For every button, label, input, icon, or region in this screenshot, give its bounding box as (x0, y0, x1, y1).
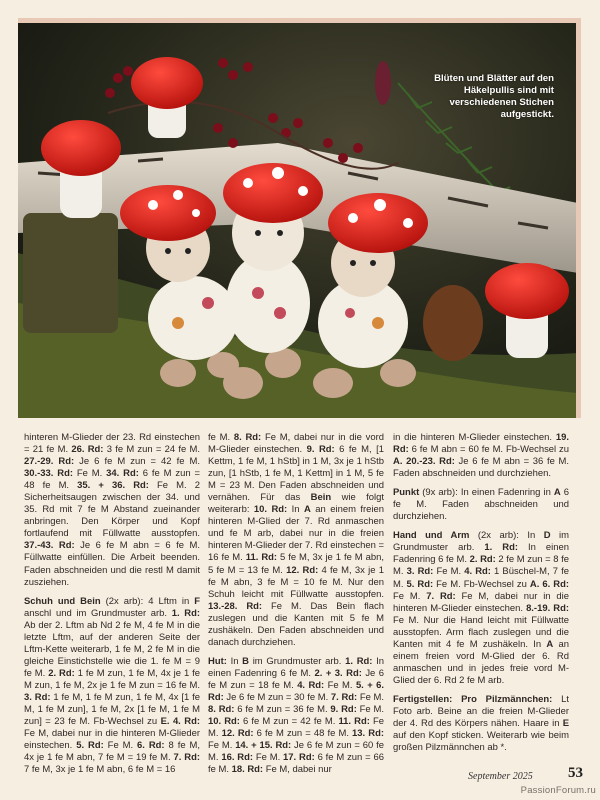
text-run: Je 6 fe M abn = 6 fe M. Füllwatte einfüllen. Die Arbeit beenden. Faden abschneiden und die restl M damit zusziehen. (24, 540, 200, 588)
text-run: 2 fe M zun = 8 fe M. (393, 554, 569, 578)
bold-run: 17. Rd: (283, 752, 315, 764)
bold-run: 1. Rd: (171, 607, 200, 619)
text-run: 6 fe M abn = 60 fe M. Fb-Wechsel zu (408, 444, 569, 456)
text-column-2 (208, 432, 384, 783)
bold-run: 9. Rd: (306, 444, 335, 456)
text-run: an einem freien hinteren M-Glied der 7. Rd anmaschen und fe M arb, dabei nur in die freien hinteren M-Glieder der 7. Rd einstechen = 16 fe M. (208, 504, 385, 564)
text-run: an einem freien vord M-Glied der 6. Rd anmaschen und in jedes freie vord M-Glied der 6. Rd 2 fe M arb. (393, 638, 569, 686)
paragraph (393, 694, 569, 754)
bold-run: 3. Rd: (24, 691, 51, 703)
text-run: 5 fe M, 3x je 1 fe M abn, 5 fe M = 13 fe M. (208, 552, 384, 576)
text-run: Fe M. Nur die Hand leicht mit Füllwatte ausstopfen. Arm flach zuslegen und die Kanten mit 4 fe M zushäkeln. In (393, 614, 569, 650)
bold-run: 6. Rd: (137, 740, 165, 752)
bold-run: Punkt (393, 487, 420, 499)
bold-run: 5. + 6. Rd: (208, 679, 385, 703)
text-run: Fe M. (103, 740, 138, 752)
paragraph (208, 656, 384, 776)
paragraph (393, 432, 569, 480)
bold-run: 1. Rd: (484, 542, 518, 554)
text-run: Fe M. (208, 716, 384, 740)
text-run: 8 fe M, 4x je 1 fe M abn, 7 fe M = 19 fe M. (24, 740, 200, 764)
bold-run: 2. Rd: (48, 667, 75, 679)
bold-run: 5. Rd: (406, 578, 434, 590)
paragraph (24, 596, 200, 777)
bold-run: 5. Rd: (76, 740, 104, 752)
text-run: 6 fe M zun = 66 fe M. (208, 752, 384, 776)
text-run: Fe M, dabei nur in die hinteren M-Glieder einstechen. (393, 590, 569, 614)
bold-run: Bein (310, 492, 332, 504)
page-number: 53 (568, 765, 583, 781)
text-run: Fe M. (356, 704, 384, 716)
text-run: in die hinteren M-Glieder einstechen. (393, 432, 556, 443)
bold-run: 9. Rd: (330, 704, 357, 716)
bold-run: Hut: (208, 655, 227, 667)
photo-caption: Blüten und Blätter auf den Häkelpullis sind mit verschiedenen Stichen aufgestickt. (434, 73, 554, 120)
text-run: 4 fe M, 3x je 1 fe M abn, 3 fe M = 10 fe M. Nur den Schuh leicht mit Füllwatte ausstopfen. (208, 564, 385, 600)
text-run: 6 fe M zun = 42 fe M. (239, 716, 339, 728)
bold-run: 4. Rd: (297, 679, 325, 691)
bold-run: A (546, 638, 554, 650)
bold-run: 26. Rd: (71, 444, 104, 456)
text-run: 1 fe M, 1 fe M zun, 1 fe M, 4x [1 fe M, 1 fe M zun], 1 fe M, 2x [1 fe M, 1 fe M zun] = 23 fe M. Fb-Wechsel zu (24, 691, 200, 728)
paragraph (24, 432, 200, 589)
text-run: Lt Foto arb. Beine an die freien M-Glieder der 4. Rd des Körpers nähen. Haare in (393, 693, 569, 730)
bold-run: 34. Rd: (106, 468, 139, 480)
bold-run: 37.-43. Rd: (24, 540, 75, 552)
bold-run: 11. Rd: (245, 552, 278, 564)
paragraph (208, 432, 384, 649)
text-run: Fe M. (433, 566, 465, 578)
text-run: wie folgt weiterarb: (208, 492, 384, 516)
text-run: In (287, 504, 304, 516)
bold-run: 18. Rd: (231, 764, 264, 776)
text-run: Fe M, dabei nur in die hinteren M-Glieder einstechen. (24, 728, 200, 752)
text-run: Fe M. (357, 691, 384, 703)
bold-run: 12. Rd: (221, 728, 254, 740)
bold-run: 4. Rd: (464, 566, 491, 578)
bold-run: 13. Rd: (352, 728, 384, 740)
bold-run: 3. Rd: (406, 566, 434, 578)
text-column-1 (24, 432, 200, 783)
text-run: In einen Fadenring 6 fe M. (208, 655, 385, 679)
text-run: 3 fe M zun = 24 fe M. (103, 444, 200, 456)
issue-date: September 2025 (468, 771, 533, 782)
bold-run: 7. Rd: (426, 590, 456, 602)
text-run: (9x arb): In einen Fadenring in (419, 487, 554, 499)
text-column-3 (393, 432, 569, 761)
text-run: Je 6 fe M abn = 36 fe M. Faden abschneiden und durchziehen. (393, 456, 569, 480)
bold-run: 10. Rd: (253, 504, 288, 516)
bold-run: 2. + 3. Rd: (314, 667, 362, 679)
text-run: Fe M. (73, 468, 107, 480)
text-run: Fe M. (253, 752, 284, 764)
text-run: (2x arb): 4 Lftm in (100, 595, 195, 607)
text-run: 6 fe M zun = 48 fe M. (253, 728, 353, 740)
text-run: Fe M. (208, 740, 236, 752)
bold-run: 30.-33. Rd: (24, 468, 73, 480)
bold-run: E. 4. Rd: (160, 716, 200, 728)
bold-run: B (242, 655, 249, 667)
text-run: 6 fe M zun = 36 fe M. (234, 704, 331, 716)
text-run: Je 6 fe M zun = 30 fe M. (223, 691, 331, 703)
text-run: In (226, 655, 243, 667)
bold-run: 8. Rd: (233, 432, 262, 443)
hero-photo (18, 18, 581, 418)
text-run: im Grundmuster arb. (249, 655, 346, 667)
text-run: 7 fe M, 3x je 1 fe M abn, 6 fe M = 16 (24, 764, 176, 776)
bold-run: 19. Rd: (393, 432, 569, 456)
bold-run: A. 6. Rd: (529, 578, 570, 590)
text-run: 1 Büschel-M, 7 fe M. (393, 566, 569, 590)
bold-run: Schuh und Bein (24, 595, 101, 607)
bold-run: 10. Rd: (208, 716, 240, 728)
text-run: 6 fe M. Faden abschneiden und durchziehen. (393, 487, 569, 523)
bold-run: Fertigstellen: Pro Pilzmännchen: (393, 693, 553, 705)
text-run: (2x arb): In (469, 530, 544, 542)
text-run: Ab der 2. Lftm ab Nd 2 fe M, 4 fe M in die letzte Lftm, auf der anderen Seite der Lftm-Kette weiterarb, 1 fe M, 2 fe M in die gleiche Einstichstelle wie die 1. fe M = 9 fe M. (24, 619, 200, 679)
text-run: 6 fe M, [1 Kettm, 1 fe M, 1 hStb] in 1 M, 3x je 1 hStb zun, [1 hStb, 1 fe M, 1 Kettm] in 1 M, 5 fe M = 23 M. Den Faden abschneiden und vernähen. Für das (208, 444, 384, 504)
text-run: Fe M. Das Bein flach zuslegen und die Kanten mit 5 fe M zushäkeln. Den Faden abschneiden und danach durchziehen. (208, 600, 384, 648)
text-run: Fe M. 2 Sicherheitsaugen zwischen der 34. und 35. Rd mit 7 fe M Abstand zueinander anbringen. Den Körper und Kopf fortlaufend mit Füllwatte ausstopfen. (24, 480, 200, 540)
text-run: 1 fe M zun, 1 fe M, 4x je 1 fe M zun, 1 fe M, 2x je 1 fe M zun = 16 fe M. (24, 667, 201, 691)
bold-run: 16. Rd: (221, 752, 254, 764)
text-run: auf den Kopf sticken. Weiterarb wie beim großen Pilzmännchen ab *. (393, 730, 569, 754)
bold-run: 7. Rd: (330, 691, 358, 703)
bold-run: 7. Rd: (173, 752, 201, 764)
bold-run: 1. Rd: (345, 655, 373, 667)
text-run: Fe M, dabei nur in die vord M-Glieder einstechen. (208, 432, 384, 456)
bold-run: D (543, 530, 551, 542)
text-run: Fe M. (393, 590, 427, 602)
text-run: Je 6 fe M zun = 42 fe M. (74, 456, 200, 468)
text-run: Fe M. (324, 679, 356, 691)
bold-run: 11. Rd: (338, 716, 370, 728)
text-run: Je 6 fe M zun = 60 fe M. (208, 740, 384, 764)
bold-run: 27.-29. Rd: (24, 456, 75, 468)
bold-run: 12. Rd: (286, 564, 319, 576)
bold-run: A (304, 504, 311, 516)
bold-run: 13.-28. Rd: (208, 600, 263, 612)
bold-run: F (194, 595, 201, 607)
bold-run: Hand und Arm (393, 530, 470, 542)
bold-run: 2. Rd: (469, 554, 496, 566)
bold-run: 35. + 36. Rd: (77, 480, 149, 492)
bold-run: A. 20.-23. Rd: (393, 456, 455, 468)
text-run: anschl und im Grundmuster arb. (24, 607, 172, 619)
text-run: Fe M. Fb-Wechsel zu (433, 578, 530, 590)
bold-run: E (562, 718, 569, 730)
bold-run: A (553, 487, 561, 499)
bold-run: 14. + 15. Rd: (235, 740, 292, 752)
text-run: Fe M, dabei nur (263, 764, 332, 776)
paragraph (393, 530, 569, 687)
text-run: hinteren M-Glieder der 23. Rd einstechen = 21 fe M. (24, 432, 200, 456)
text-run: 6 fe M zun = 48 fe M. (24, 468, 201, 492)
text-run: In einen Fadenring 6 fe M. (393, 542, 569, 566)
text-run: Je 6 fe M zun = 18 fe M. (208, 667, 384, 691)
text-run: fe M. (208, 432, 234, 443)
bold-run: 8. Rd: (208, 704, 235, 716)
watermark: PassionForum.ru (520, 785, 596, 796)
text-run: im Grundmuster arb. (393, 530, 569, 554)
paragraph (393, 487, 569, 523)
bold-run: 8.-19. Rd: (526, 602, 570, 614)
